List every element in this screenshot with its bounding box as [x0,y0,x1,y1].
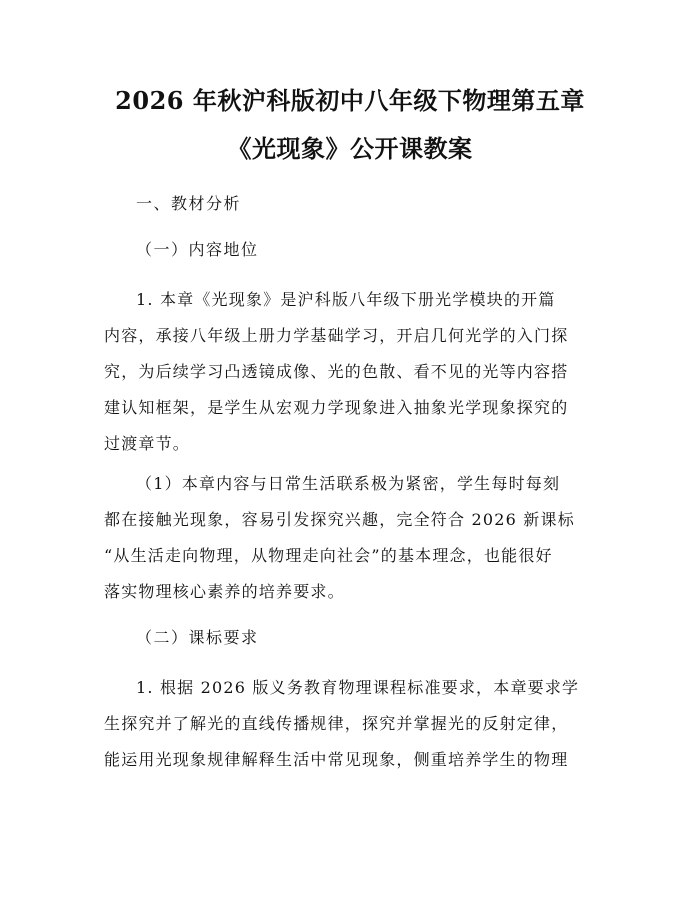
paragraph-line: 落实物理核心素养的培养要求。 [104,582,345,601]
paragraph-life-connection [104,466,598,610]
subsection-heading-curriculum-requirements: （二）课标要求 [136,628,259,647]
paragraph-line: 过渡章节。 [104,434,191,453]
paragraph-line: 究，为后续学习凸透镜成像、光的色散、看不见的光等内容搭 [104,362,569,381]
document-title-line-1: 2026 年秋沪科版初中八年级下物理第五章 [115,86,585,115]
paragraph-line: （1）本章内容与日常生活联系极为紧密，学生每时每刻 [136,474,561,493]
paragraph-line: 能运用光现象规律解释生活中常见现象，侧重培养学生的物理 [104,750,569,769]
paragraph-line: 1. 本章《光现象》是沪科版八年级下册光学模块的开篇 [136,290,556,309]
paragraph-line: 生探究并了解光的直线传播规律，探究并掌握光的反射定律， [104,714,569,733]
paragraph-curriculum-requirements [104,670,598,778]
subsection-heading-content-position: （一）内容地位 [136,240,259,259]
document-title-line-2: 《光现象》公开课教案 [227,134,473,163]
paragraph-line: 都在接触光现象，容易引发探究兴趣，完全符合 2026 新课标 [104,510,575,529]
paragraph-line: “从生活走向物理，从物理走向社会”的基本理念，也能很好 [104,546,553,565]
paragraph-line: 内容，承接八年级上册力学基础学习，开启几何光学的入门探 [104,326,569,345]
paragraph-line: 建认知框架，是学生从宏观力学现象进入抽象光学现象探究的 [104,398,569,417]
paragraph-content-position [104,282,598,462]
section-heading-textbook-analysis: 一、教材分析 [136,194,242,213]
paragraph-line: 1. 根据 2026 版义务教育物理课程标准要求，本章要求学 [136,678,580,697]
